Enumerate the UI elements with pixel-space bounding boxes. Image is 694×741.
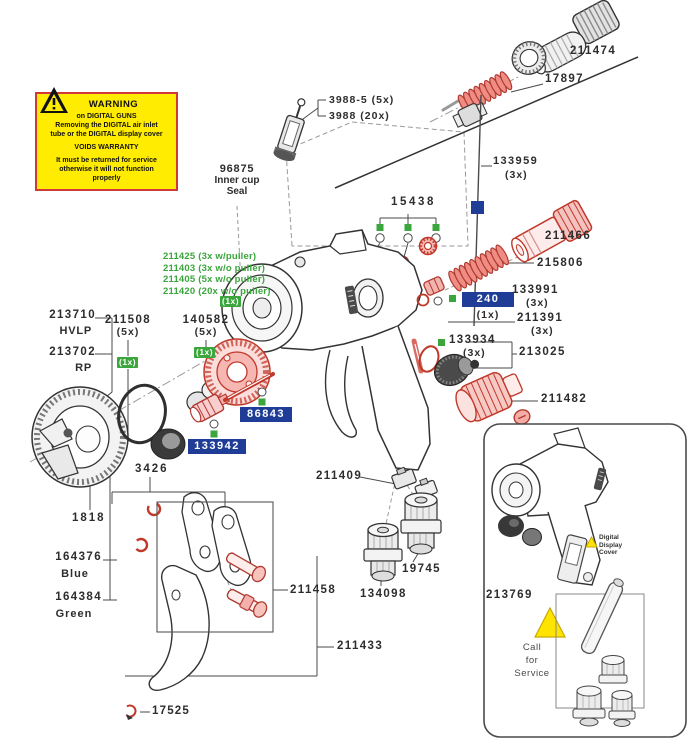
warning-line: properly bbox=[92, 175, 121, 182]
nozzle-set-list bbox=[163, 251, 271, 297]
part-type-rp: RP bbox=[75, 362, 92, 374]
warning-line: It must be returned for service bbox=[56, 157, 157, 164]
part-label-211409: 211409 bbox=[316, 470, 363, 482]
part-label-19745: 19745 bbox=[402, 563, 441, 575]
tool-3988-drawing bbox=[272, 96, 313, 164]
qty-badge-1x: (1x) bbox=[119, 357, 137, 367]
part-qty-133959: (3x) bbox=[505, 169, 528, 181]
part-label-213769: 213769 bbox=[486, 589, 533, 601]
part-label-133959: 133959 bbox=[493, 155, 539, 167]
qty-badge-1x: (1x) bbox=[196, 347, 214, 357]
fitting-134098-drawing bbox=[364, 524, 402, 582]
part-desc: Seal bbox=[226, 186, 248, 197]
part-label-164376: 164376 bbox=[55, 551, 102, 563]
part-label-213710: 213710 bbox=[49, 309, 96, 321]
part-color-green: Green bbox=[55, 608, 93, 620]
needle-drawing bbox=[335, 57, 638, 188]
air-cap-1818-drawing bbox=[32, 387, 128, 487]
part-label-164384: 164384 bbox=[55, 591, 102, 603]
part-qty-133934: (3x) bbox=[463, 347, 486, 359]
spring-215806-drawing bbox=[447, 244, 511, 293]
part-label-140582: 140582 bbox=[182, 314, 230, 326]
part-label-211508: 211508 bbox=[104, 314, 152, 326]
nozzle-set-option: 211420 (20x w/o puller) bbox=[163, 285, 271, 297]
warning-line: Removing the DIGITAL air inlet bbox=[55, 122, 158, 129]
warning-title: WARNING bbox=[88, 99, 139, 110]
part-qty-140582: (5x) bbox=[194, 326, 218, 338]
part-number: 96875 bbox=[219, 163, 255, 175]
part-label-134098: 134098 bbox=[360, 588, 407, 600]
warning-line: VOIDS WARRANTY bbox=[74, 144, 139, 151]
nozzle-set-option: 211405 (5x w/o puller) bbox=[163, 274, 266, 285]
part-label-17525: 17525 bbox=[152, 705, 190, 717]
part-label-3426: 3426 bbox=[135, 463, 169, 475]
part-label-211391: 211391 bbox=[517, 312, 564, 324]
label-line: Call bbox=[522, 642, 542, 653]
part-qty-240: (1x) bbox=[476, 309, 500, 321]
part-label-211482: 211482 bbox=[541, 393, 588, 405]
label-line: for bbox=[525, 655, 539, 666]
part-label-213702: 213702 bbox=[49, 346, 96, 358]
warning-triangle-icon bbox=[39, 86, 69, 114]
part-badge-240: 240 bbox=[462, 292, 514, 307]
warning-line: on DIGITAL GUNS bbox=[76, 113, 137, 120]
part-label-133991: 133991 bbox=[512, 284, 559, 296]
fitting-19745-drawing bbox=[401, 493, 441, 554]
part-qty-211391: (3x) bbox=[531, 325, 554, 337]
nozzle-set-option: 211403 (3x w/o puller) bbox=[163, 262, 266, 274]
part-label-211474: 211474 bbox=[570, 45, 617, 57]
part-label-215806: 215806 bbox=[537, 257, 584, 269]
label-line: Display bbox=[599, 541, 623, 549]
part-label-211433: 211433 bbox=[337, 640, 384, 652]
part-type-hvlp: HVLP bbox=[59, 325, 92, 337]
label-line: Cover bbox=[599, 549, 618, 556]
clip-17525-drawing bbox=[122, 703, 137, 720]
part-qty-133991: (3x) bbox=[526, 297, 549, 309]
qty-badge-1x: (1x) bbox=[222, 296, 240, 306]
part-desc: Inner cup bbox=[214, 175, 260, 186]
warning-box bbox=[35, 92, 178, 191]
part-label-3988-5: 3988-5 (5x) bbox=[329, 94, 395, 106]
warning-line: otherwise it will not function bbox=[59, 166, 154, 173]
nozzle-set-option: 211425 (3x w/puller) bbox=[163, 251, 257, 262]
part-label-17897: 17897 bbox=[545, 73, 584, 85]
part-label-15438: 15438 bbox=[391, 196, 436, 208]
part-label-211458: 211458 bbox=[290, 584, 337, 596]
part-label-213025: 213025 bbox=[519, 346, 566, 358]
part-label-1818: 1818 bbox=[72, 512, 106, 524]
part-badge-86843: 86843 bbox=[240, 407, 292, 422]
part-badge-133942: 133942 bbox=[188, 439, 246, 454]
warning-line: tube or the DIGITAL display cover bbox=[50, 131, 163, 138]
part-label-96875 bbox=[200, 163, 274, 197]
part-qty-211508: (5x) bbox=[116, 326, 140, 338]
digital-display-cover-label bbox=[599, 534, 622, 557]
call-for-service-label bbox=[512, 641, 552, 680]
part-label-3988: 3988 (20x) bbox=[329, 110, 390, 122]
inset-panel bbox=[484, 424, 686, 737]
label-line: Digital bbox=[599, 534, 619, 541]
part-color-blue: Blue bbox=[61, 568, 89, 580]
label-line: Service bbox=[514, 668, 550, 679]
part-label-133934: 133934 bbox=[449, 334, 496, 346]
part-label-211466: 211466 bbox=[545, 230, 592, 242]
